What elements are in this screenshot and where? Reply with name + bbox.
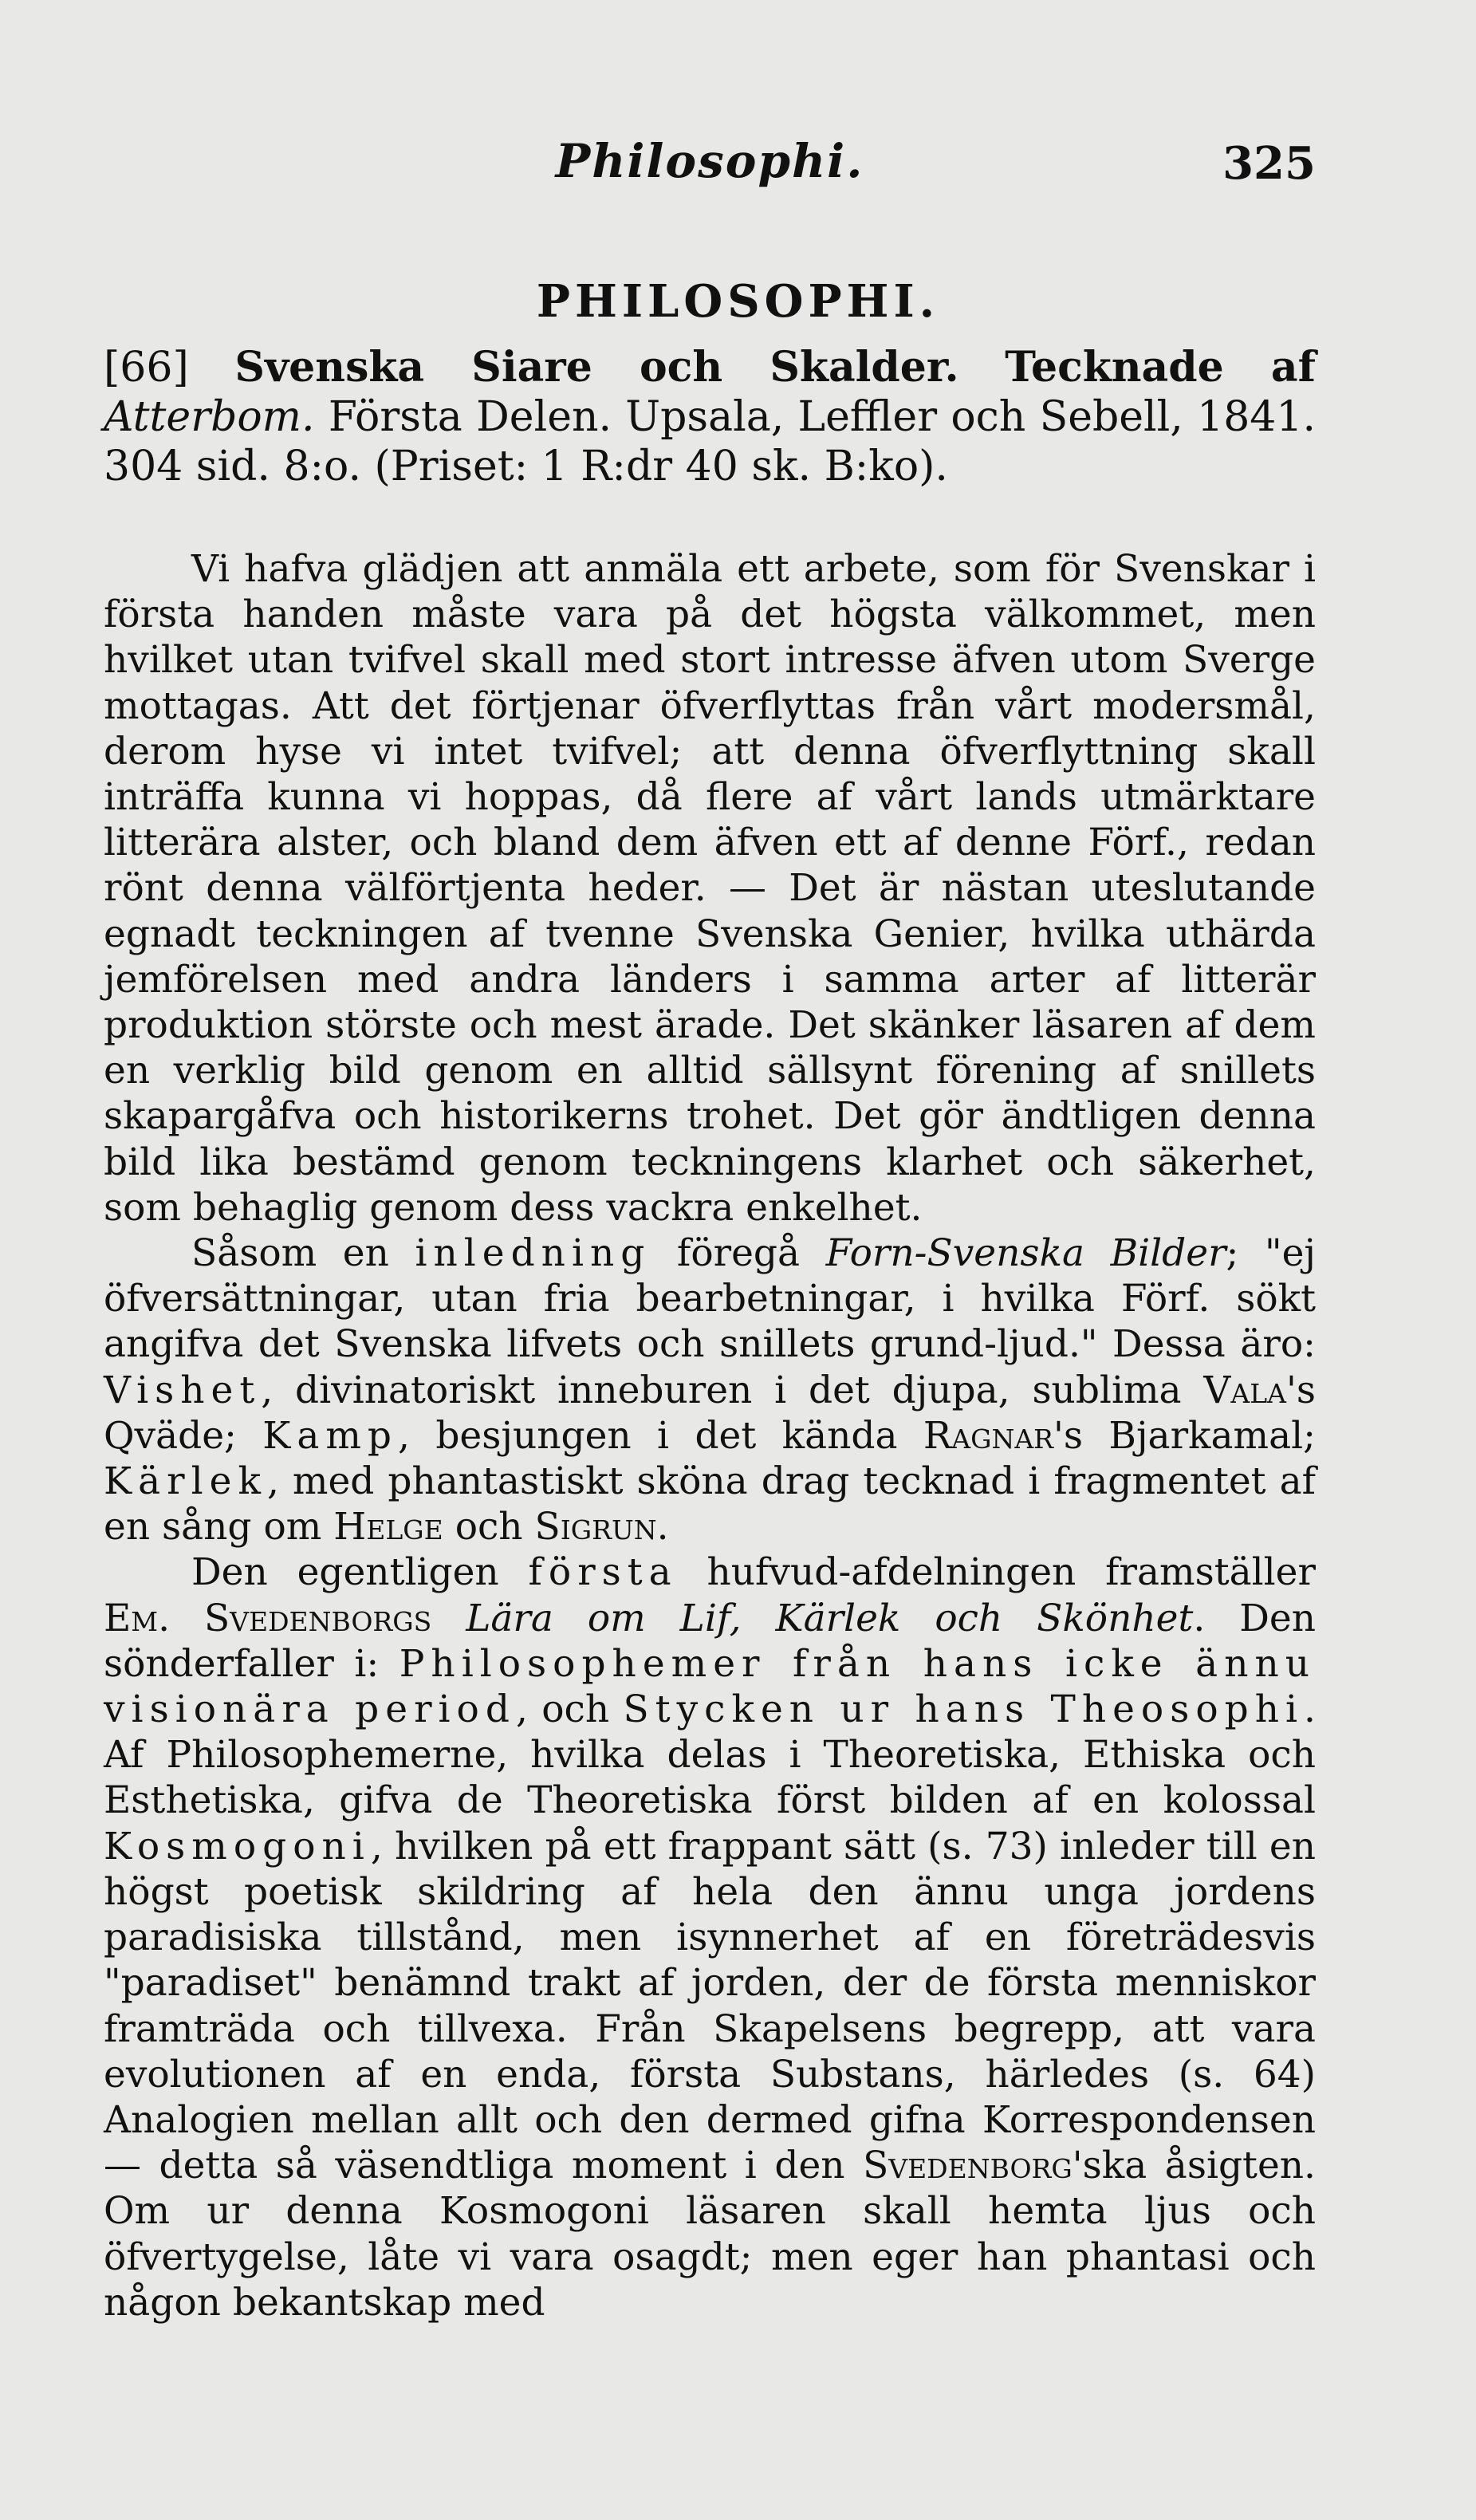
text-run: , med phantastiskt sköna drag tecknad i fragmentet af en sång om bbox=[104, 1459, 1316, 1549]
text-run: , divinatoriskt inneburen i det djupa, sublima bbox=[261, 1368, 1182, 1412]
page-number: 325 bbox=[1222, 137, 1316, 190]
author-name: Atterbom. bbox=[104, 393, 315, 441]
entry-number: [66] bbox=[104, 344, 189, 392]
section-title: PHILOSOPHI. bbox=[536, 275, 940, 328]
text-run: . bbox=[656, 1505, 669, 1549]
text-run: 'ska åsigten. Om ur denna Kosmogoni läsaren skall hemta ljus och öfvertygelse, låte vi vara osagdt; men eger han phantasi och någon bekantskap med bbox=[104, 2144, 1316, 2325]
paragraph-3 bbox=[104, 1549, 1316, 2325]
text-run: ; "ej öfversättningar, utan fria bearbetningar, i hvilka Förf. sökt angifva det Svenska lifvets och snillets grund-ljud." Dessa äro: bbox=[104, 1231, 1316, 1367]
work-title: Svenska Siare och Skalder. bbox=[234, 343, 959, 392]
small-caps-name: Ragnar bbox=[923, 1413, 1054, 1458]
italic-title: Lära om Lif, Kärlek och Skönhet bbox=[466, 1596, 1194, 1640]
text-run: och bbox=[455, 1505, 523, 1549]
text-run: . Den sönderfaller i: bbox=[104, 1596, 1316, 1686]
spaced-text: Stycken ur hans Theosophi bbox=[623, 1687, 1305, 1732]
small-caps-name: Em. Svedenborgs bbox=[104, 1596, 432, 1640]
imprint: Första Delen. Upsala, Leffler och Sebell, 1841. 304 sid. 8:o. (Priset: 1 R:dr 40 sk. B:ko). bbox=[104, 393, 1316, 490]
page-header bbox=[104, 134, 1316, 206]
text-run: hufvud-afdelningen framställer bbox=[707, 1550, 1316, 1595]
text-run: , besjungen i det kända bbox=[398, 1413, 898, 1458]
spaced-text: Philosophemer från hans icke ännu visionära period bbox=[104, 1641, 1316, 1732]
spaced-text: Kamp bbox=[262, 1413, 399, 1458]
text-run: föregå bbox=[676, 1231, 801, 1276]
text-run: Såsom en bbox=[191, 1231, 389, 1276]
text-run: 's Bjarkamal; bbox=[1053, 1413, 1316, 1458]
spaced-text: Vishet bbox=[104, 1368, 262, 1412]
spaced-text: Kärlek bbox=[104, 1459, 267, 1504]
running-title: Philosophi. bbox=[555, 134, 864, 188]
text-run: . Af Philosophemerne, hvilka delas i Theoretiska, Ethiska och Esthetiska, gifva de Theoretiska först bilden af en kolossal bbox=[104, 1687, 1316, 1823]
paragraph-2 bbox=[104, 1230, 1316, 1549]
review-body bbox=[104, 546, 1316, 2325]
small-caps-name: Vala bbox=[1203, 1368, 1286, 1412]
small-caps-name: Helge bbox=[333, 1505, 443, 1549]
review-heading bbox=[104, 343, 1316, 491]
review-citation bbox=[104, 343, 1316, 491]
small-caps-name: Svedenborg bbox=[863, 2144, 1073, 2188]
work-title-tail: Tecknade af bbox=[1005, 343, 1316, 392]
small-caps-name: Sigrun bbox=[534, 1505, 657, 1549]
text-run: , och bbox=[515, 1687, 610, 1732]
spaced-text: Kosmogoni bbox=[104, 1824, 371, 1868]
text-run: , hvilken på ett frappant sätt (s. 73) inleder till en högst poetisk skildring af hela den ännu unga jordens paradisiska tillstånd, men isynnerhet af en företrädesvis "paradiset" benämnd trakt af jorden, der de första menniskor framträda och tillvexa. Från Skapelsens begrepp, att vara evolutionen af en enda, första Substans, härledes (s. 64) Analogien mellan allt och den dermed gifna Korrespondensen — detta så väsendtliga moment i den bbox=[104, 1824, 1316, 2188]
spaced-text: första bbox=[528, 1550, 678, 1595]
text-run: 's Qväde; bbox=[104, 1368, 1316, 1458]
paragraph-1: Vi hafva glädjen att anmäla ett arbete, som för Svenskar i första handen måste vara på det högsta välkommet, men hvilket utan tvifvel skall med stort intresse äfven utom Sverge mottagas. Att det förtjenar öfverflyttas från vårt modersmål, derom hyse vi intet tvifvel; att denna öfverflyttning skall inträffa kunna vi hoppas, då flere af vårt lands utmärktare litterära alster, och bland dem äfven ett af denne Förf., redan rönt denna välförtjenta heder. — Det är nästan uteslutande egnadt teckningen af tvenne Svenska Genier, hvilka uthärda jemförelsen med andra länders i samma arter af litterär produktion störste och mest ärade. Det skänker läsaren af dem en verklig bild genom en alltid sällsynt förening af snillets skapargåfva och historikerns trohet. Det gör ändtligen denna bild lika bestämd genom teckningens klarhet och säkerhet, som behaglig genom dess vackra enkelhet. bbox=[104, 547, 1316, 1230]
spaced-text: inledning bbox=[415, 1231, 651, 1276]
italic-title: Forn-Svenska Bilder bbox=[825, 1231, 1226, 1276]
text-run: Den egentligen bbox=[191, 1550, 499, 1595]
